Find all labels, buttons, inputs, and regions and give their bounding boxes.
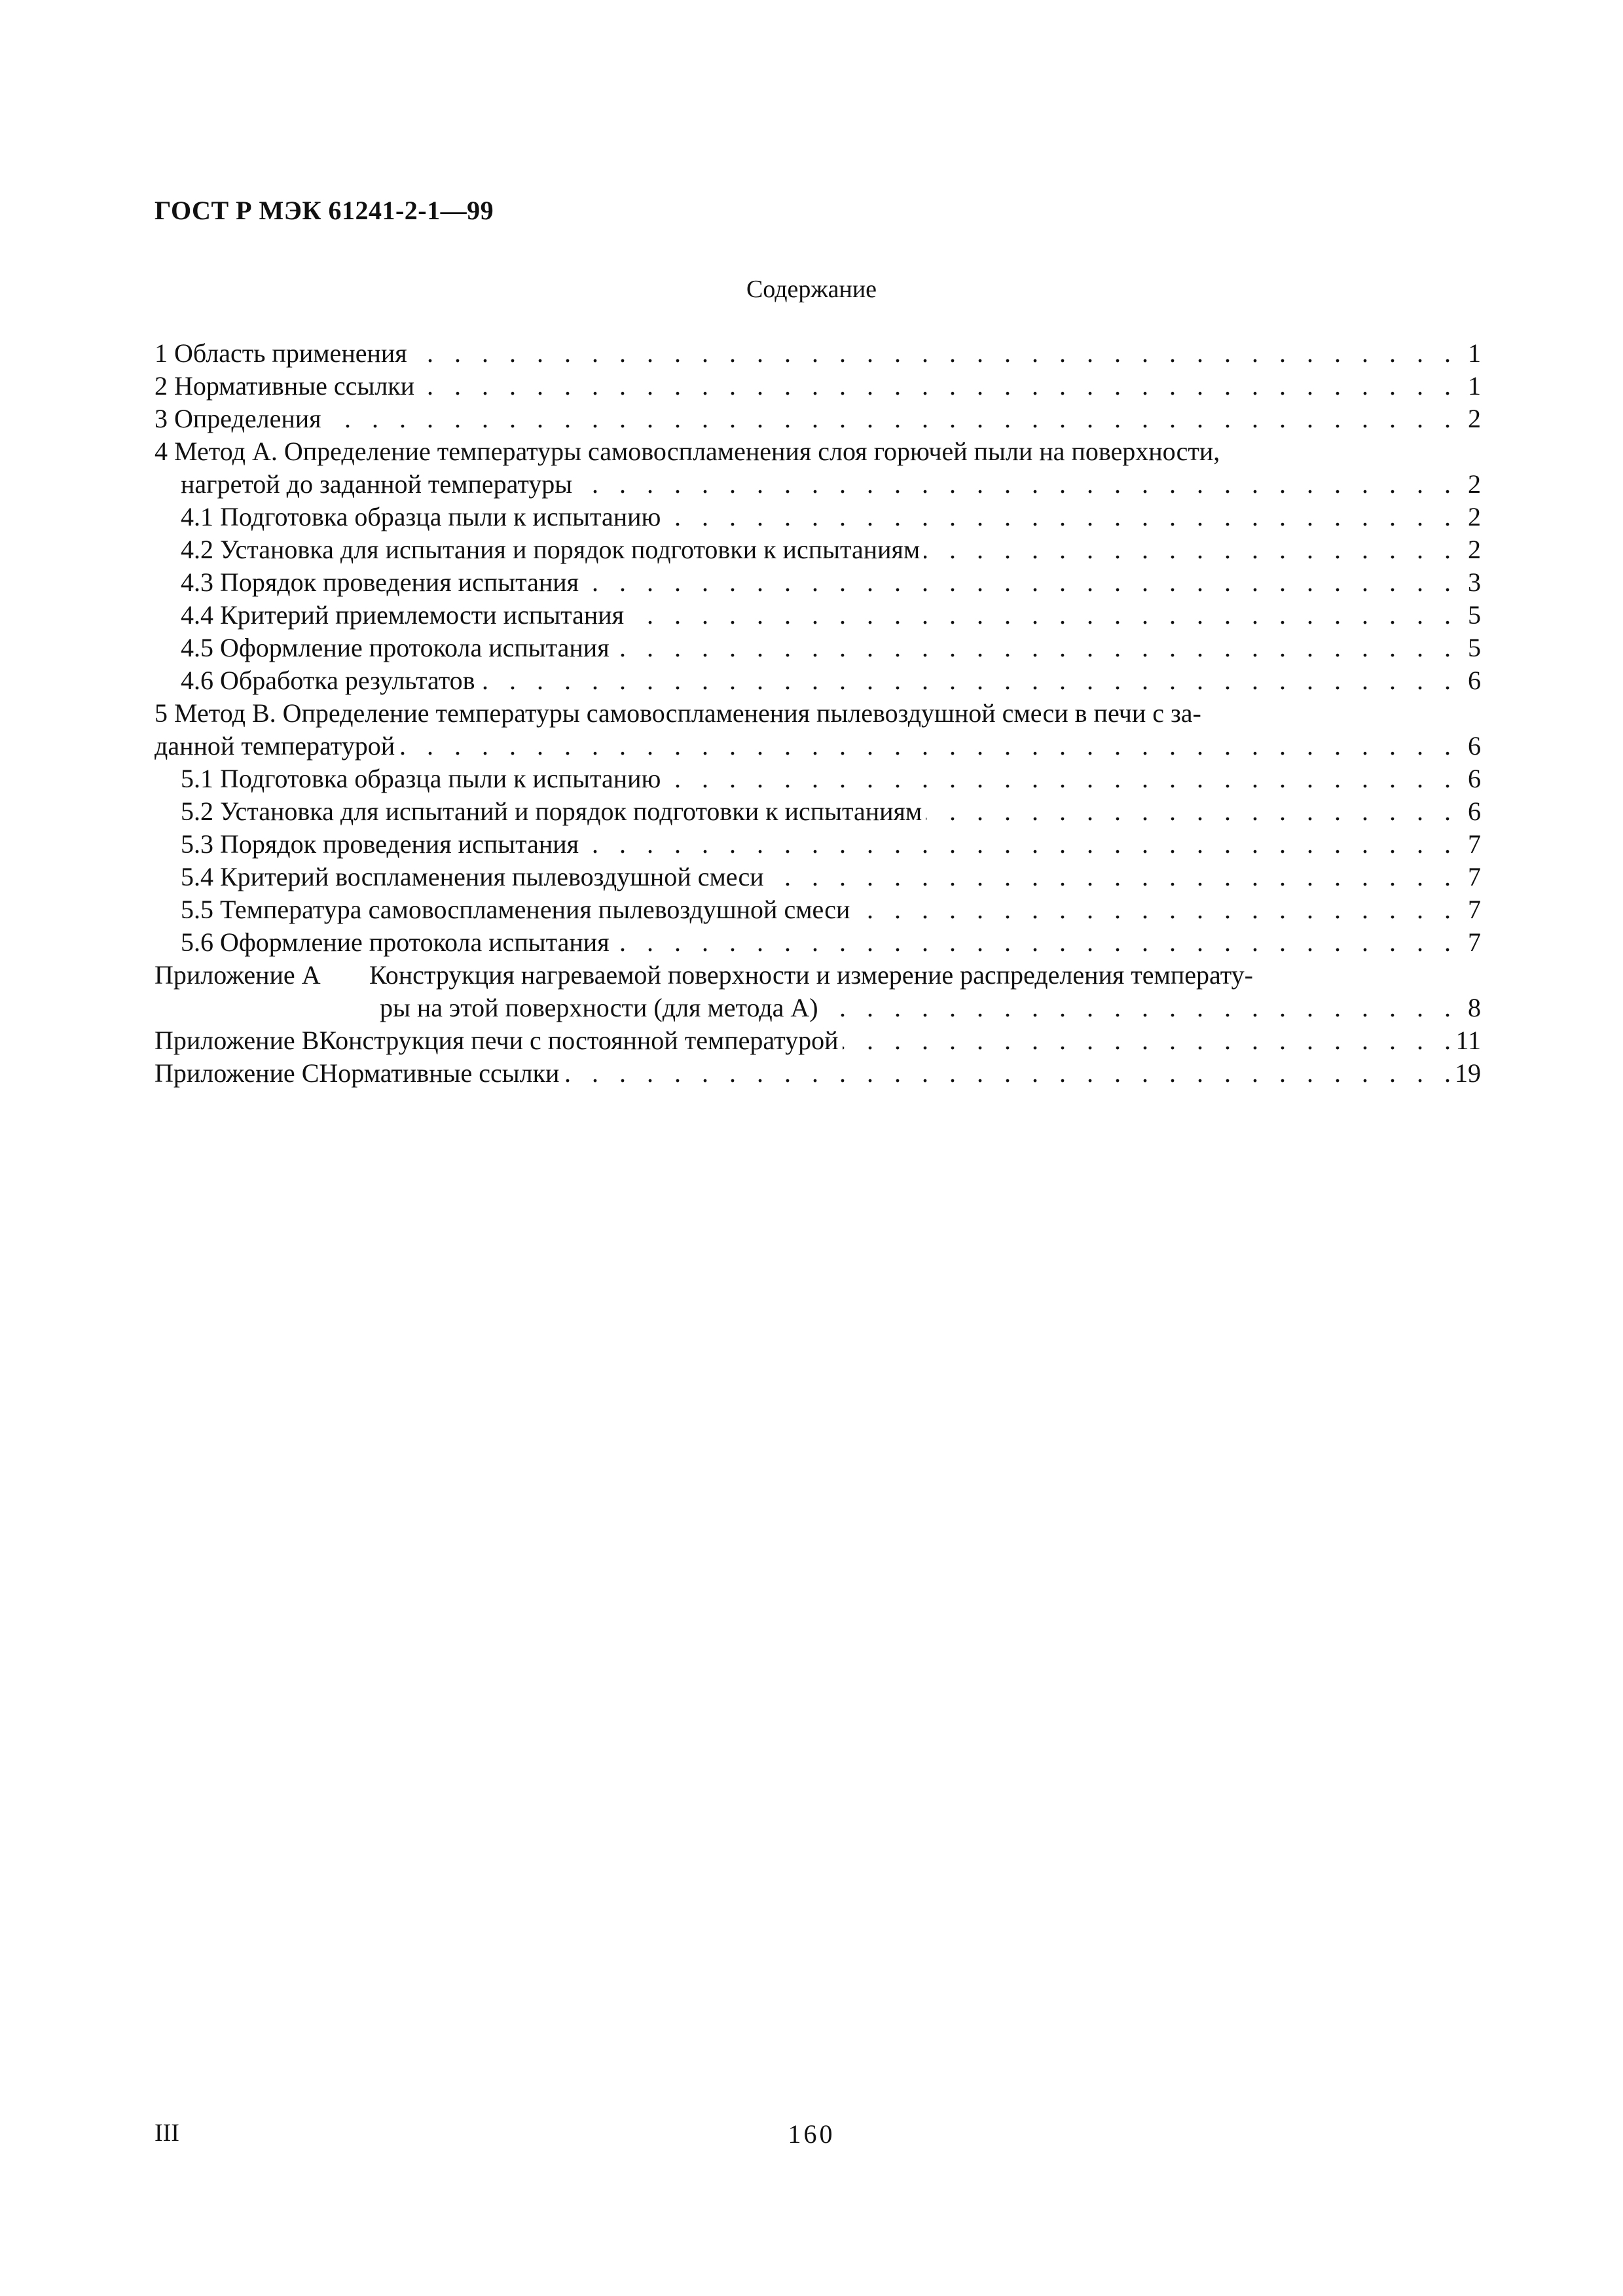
toc-entry-title: 5.2 Установка для испытаний и порядок подготовки к испытаниям — [181, 797, 922, 826]
toc-entry-page: 7 — [1468, 895, 1481, 924]
toc-appendix-label: Приложение С — [155, 1058, 319, 1088]
toc-entry-page: 11 — [1455, 1026, 1481, 1055]
table-of-contents — [155, 337, 1481, 1090]
toc-entry-continuation[interactable] — [155, 468, 1481, 501]
toc-entry-continuation[interactable] — [155, 730, 1481, 762]
toc-appendix-entry[interactable] — [155, 959, 1481, 992]
toc-entry[interactable] — [155, 403, 1481, 435]
toc-appendix-label: Приложение В — [155, 1026, 319, 1055]
toc-entry-title: 3 Определения — [155, 404, 321, 433]
toc-entry-page: 6 — [1468, 666, 1481, 695]
toc-entry[interactable] — [155, 697, 1481, 730]
toc-entry-title: 4.3 Порядок проведения испытания — [181, 567, 579, 597]
toc-dot-leader — [325, 403, 1451, 435]
toc-dot-leader — [583, 566, 1451, 599]
toc-entry[interactable] — [155, 501, 1481, 533]
toc-entry-page: 5 — [1468, 633, 1481, 662]
toc-entry-title: 4 Метод А. Определение температуры самовоспламенения слоя горючей пыли на поверхности, — [155, 437, 1220, 466]
toc-entry-page: 6 — [1468, 764, 1481, 793]
toc-entry-page: 2 — [1468, 535, 1481, 564]
toc-entry-title: 5.3 Порядок проведения испытания — [181, 829, 579, 859]
toc-entry[interactable] — [155, 893, 1481, 926]
toc-appendix-label: Приложение А — [155, 960, 321, 990]
toc-dot-leader — [822, 992, 1451, 1024]
toc-dot-leader — [411, 337, 1451, 370]
toc-entry[interactable] — [155, 533, 1481, 566]
toc-entry-title: 4.4 Критерий приемлемости испытания — [181, 600, 625, 630]
toc-entry-continuation[interactable] — [155, 992, 1481, 1024]
toc-title: Содержание — [746, 276, 877, 303]
toc-entry-page: 2 — [1468, 404, 1481, 433]
toc-entry-title: данной температурой — [155, 731, 395, 761]
toc-appendix-entry[interactable] — [155, 1024, 1481, 1057]
toc-entry-title: 4.6 Обработка результатов — [181, 666, 475, 695]
toc-entry-title: 5.1 Подготовка образца пыли к испытанию — [181, 764, 661, 793]
toc-dot-leader — [613, 926, 1451, 959]
toc-entry-page: 7 — [1468, 862, 1481, 891]
toc-dot-leader — [665, 762, 1451, 795]
toc-entry-title: нагретой до заданной температуры — [181, 469, 573, 499]
toc-dot-leader — [665, 501, 1451, 533]
toc-dot-leader — [613, 632, 1451, 664]
toc-entry[interactable] — [155, 795, 1481, 828]
toc-entry[interactable] — [155, 828, 1481, 861]
toc-entry-title: 5 Метод В. Определение температуры самовоспламенения пылевоздушной смеси в печи с за- — [155, 698, 1201, 728]
toc-entry[interactable] — [155, 664, 1481, 697]
toc-entry[interactable] — [155, 632, 1481, 664]
page-number: 160 — [788, 2119, 835, 2149]
toc-entry-page: 7 — [1468, 829, 1481, 859]
toc-entry[interactable] — [155, 861, 1481, 893]
toc-entry-title: Конструкция печи с постоянной температурой — [319, 1026, 839, 1055]
front-matter-page-number: III — [155, 2119, 179, 2147]
toc-entry-page: 5 — [1468, 600, 1481, 630]
toc-entry-page: 19 — [1455, 1058, 1481, 1088]
toc-dot-leader — [563, 1057, 1451, 1090]
toc-dot-leader — [854, 893, 1451, 926]
toc-entry-title: ры на этой поверхности (для метода А) — [380, 993, 818, 1022]
toc-dot-leader — [479, 664, 1451, 697]
toc-entry-page: 1 — [1468, 371, 1481, 401]
toc-entry-page: 2 — [1468, 502, 1481, 531]
toc-entry-page: 6 — [1468, 731, 1481, 761]
toc-entry-title: 5.5 Температура самовоспламенения пылевоздушной смеси — [181, 895, 850, 924]
toc-dot-leader — [583, 828, 1451, 861]
toc-entry-title: Нормативные ссылки — [319, 1058, 560, 1088]
toc-entry[interactable] — [155, 337, 1481, 370]
toc-entry-title: 1 Область применения — [155, 338, 407, 368]
toc-dot-leader — [418, 370, 1451, 403]
toc-entry-page: 2 — [1468, 469, 1481, 499]
toc-appendix-entry[interactable] — [155, 1057, 1481, 1090]
toc-entry[interactable] — [155, 762, 1481, 795]
toc-entry-page: 1 — [1468, 338, 1481, 368]
toc-entry-title: 5.6 Оформление протокола испытания — [181, 927, 610, 957]
toc-entry-page: 7 — [1468, 927, 1481, 957]
toc-entry-page: 3 — [1468, 567, 1481, 597]
toc-dot-leader — [924, 533, 1451, 566]
toc-dot-leader — [628, 599, 1451, 632]
toc-entry[interactable] — [155, 435, 1481, 468]
toc-entry[interactable] — [155, 926, 1481, 959]
toc-entry-title: 5.4 Критерий воспламенения пылевоздушной смеси — [181, 862, 764, 891]
document-code: ГОСТ Р МЭК 61241-2-1—99 — [155, 196, 494, 225]
toc-dot-leader — [926, 795, 1451, 828]
toc-entry[interactable] — [155, 599, 1481, 632]
toc-entry-title: 4.2 Установка для испытания и порядок подготовки к испытаниям — [181, 535, 921, 564]
toc-entry-title: 4.5 Оформление протокола испытания — [181, 633, 610, 662]
toc-entry-page: 8 — [1468, 993, 1481, 1022]
toc-entry-page: 6 — [1468, 797, 1481, 826]
toc-dot-leader — [399, 730, 1451, 762]
toc-entry[interactable] — [155, 370, 1481, 403]
toc-entry-title: Конструкция нагреваемой поверхности и измерение распределения температу- — [369, 960, 1253, 990]
toc-entry-title: 4.1 Подготовка образца пыли к испытанию — [181, 502, 661, 531]
toc-dot-leader — [576, 468, 1451, 501]
toc-dot-leader — [768, 861, 1451, 893]
toc-entry-title: 2 Нормативные ссылки — [155, 371, 415, 401]
toc-entry[interactable] — [155, 566, 1481, 599]
toc-dot-leader — [843, 1024, 1451, 1057]
